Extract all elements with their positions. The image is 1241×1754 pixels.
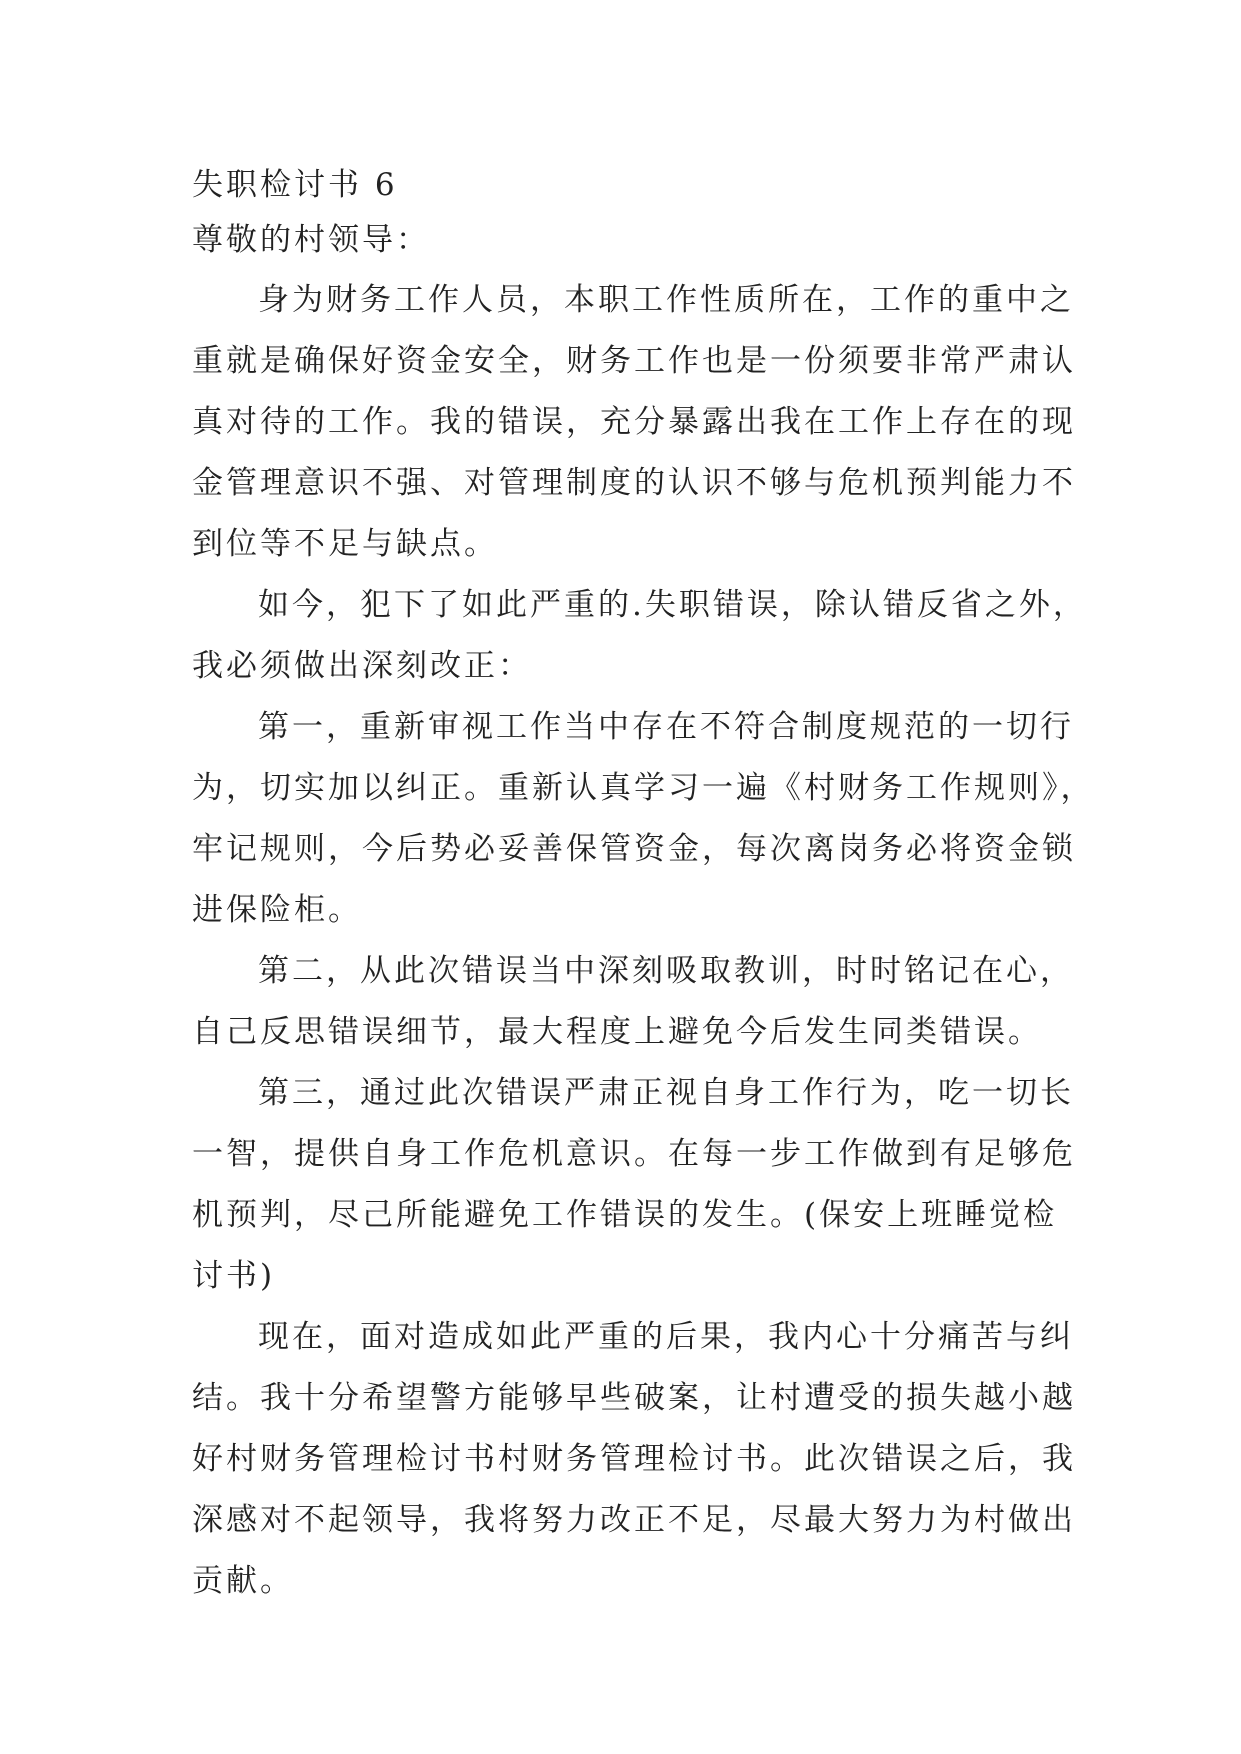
document-page (192, 160, 1095, 1612)
paragraph-line: 深感对不起领导，我将努力改正不足，尽最大努力为村做出 (192, 1502, 1076, 1538)
paragraph-line: 现在，面对造成如此严重的后果，我内心十分痛苦与纠 (258, 1319, 1074, 1355)
paragraph-line: 讨书) (192, 1258, 276, 1294)
paragraph-line: 好村财务管理检讨书村财务管理检讨书。此次错误之后，我 (192, 1441, 1076, 1477)
paragraph-line: 结。我十分希望警方能够早些破案，让村遭受的损失越小越 (192, 1380, 1076, 1416)
paragraph-line: 一智，提供自身工作危机意识。在每一步工作做到有足够危 (192, 1136, 1076, 1172)
paragraph-line: 第一，重新审视工作当中存在不符合制度规范的一切行 (258, 709, 1074, 745)
paragraph-3 (192, 697, 1095, 941)
paragraph-6 (192, 1307, 1076, 1612)
paragraph-1 (192, 270, 1076, 575)
paragraph-line: 重就是确保好资金安全，财务工作也是一份须要非常严肃认 (192, 343, 1076, 379)
paragraph-line: 牢记规则，今后势必妥善保管资金，每次离岗务必将资金锁 (192, 831, 1076, 867)
paragraph-line: 第二，从此次错误当中深刻吸取教训，时时铭记在心， (258, 953, 1074, 989)
paragraph-line: 自己反思错误细节，最大程度上避免今后发生同类错误。 (192, 1014, 1042, 1050)
paragraph-line: 如今，犯下了如此严重的.失职错误，除认错反省之外， (258, 587, 1087, 623)
paragraph-line: 金管理意识不强、对管理制度的认识不够与危机预判能力不 (192, 465, 1076, 501)
paragraph-2 (192, 575, 1087, 697)
paragraph-line: 我必须做出深刻改正： (192, 648, 532, 684)
paragraph-line: 身为财务工作人员，本职工作性质所在，工作的重中之 (258, 282, 1074, 318)
paragraph-line: 真对待的工作。我的错误，充分暴露出我在工作上存在的现 (192, 404, 1076, 440)
paragraph-line: 为，切实加以纠正。重新认真学习一遍《村财务工作规则》， (192, 770, 1095, 806)
paragraph-line: 第三，通过此次错误严肃正视自身工作行为，吃一切长 (258, 1075, 1074, 1111)
document-title: 失职检讨书 6 (192, 167, 398, 203)
paragraph-line: 机预判，尽己所能避免工作错误的发生。(保安上班睡觉检 (192, 1197, 1058, 1233)
paragraph-line: 到位等不足与缺点。 (192, 526, 498, 562)
salutation: 尊敬的村领导： (192, 222, 430, 258)
paragraph-line: 进保险柜。 (192, 892, 362, 928)
paragraph-4 (192, 941, 1074, 1063)
paragraph-5 (192, 1063, 1076, 1307)
paragraph-line: 贡献。 (192, 1563, 294, 1599)
